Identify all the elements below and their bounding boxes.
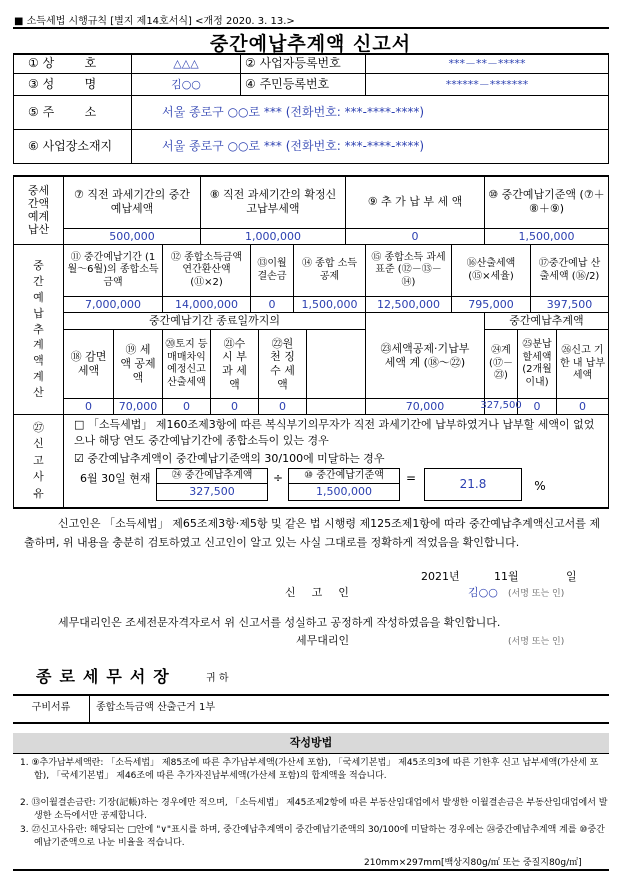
reporter-sign-note: (서명 또는 인)	[508, 589, 565, 599]
v7-value: 500,000	[109, 229, 155, 243]
instruction-item-3: 3. ㉗신고사유란: 해당되는 □안에 "∨"표시를 하며, 중간예납추계액이 중간예납기준액의 30/100에 미달하는 경우에는 ㉔중간예납추계액 계를 ⑩중간예납기준액으로 나눈 비율을 적습니다.	[20, 825, 605, 848]
v14-value: 1,500,000	[301, 297, 358, 311]
side-char: 계	[33, 338, 44, 352]
side-char: 예계	[27, 210, 50, 223]
agent-label: 세무대리인	[296, 634, 350, 647]
side-char: ㉗	[33, 420, 44, 434]
form-title: 중간예납추계액 신고서	[209, 33, 412, 55]
address-value: 서울 종로구 ○○로 *** (전화번호: ***-****-****)	[162, 105, 425, 119]
h8-label: ⑧ 직전 과세기간의 확정신고납부세액	[209, 188, 337, 215]
v10-value: 1,500,000	[518, 229, 575, 243]
h19-label: ⑲ 세 액 공제액	[120, 343, 156, 384]
instruction-item-2: 2. ⑬이월결손금란: 기장(記帳)하는 경우에만 적으며, 「소득세법」 제45조제2항에 따른 부동산임대업에서 발생한 이월결손금은 부동산임대업에서 발생한 소득에서만 공제합니다.	[20, 798, 608, 821]
divide-sign: ÷	[272, 470, 284, 485]
side-char: 신	[33, 437, 44, 451]
v16-value: 795,000	[468, 297, 514, 311]
h15-label: ⑮ 종합소득 과세표준 (⑫－⑬－⑭)	[371, 251, 446, 288]
v24-value: 327,500	[480, 400, 522, 412]
v20-value: 0	[183, 399, 190, 413]
h13-label: ⑬이월 결손금	[257, 258, 287, 282]
h12-label: ⑫ 종합소득금액 연간환산액 (⑪×2)	[170, 251, 243, 288]
reason-option-1[interactable]: □ 「소득세법」 제160조제3항에 따른 복식부기의무자가 직전 과세기간에 납부하였거나 납부할 세액이 없었으나 해당 연도 중간예납기간에 종합소득이 있는 경우	[74, 418, 595, 447]
v25-value: 0	[533, 399, 541, 413]
agent-sign-note: (서명 또는 인)	[508, 637, 565, 647]
resident-number-label: ④ 주민등록번호	[245, 77, 330, 91]
v19-value: 70,000	[118, 399, 158, 413]
v22-value: 0	[279, 399, 286, 413]
ratio-value: 21.8	[424, 468, 522, 501]
h20-label: ⑳토지 등 매매차익 예정신고 산출세액	[165, 339, 208, 388]
regulation-text: ■ 소득세법 시행규칙 [별지 제14호서식] <개정 2020. 3. 13.>	[14, 16, 295, 27]
h7-label: ⑦ 직전 과세기간의 중간예납세액	[74, 188, 190, 215]
business-name-label: ① 상 호	[28, 56, 97, 70]
h9-label: ⑨ 추 가 납 부 세 액	[367, 195, 463, 209]
decl-day: 일	[566, 570, 577, 583]
h16-label: ⑯산출세액 (⑮×세율)	[466, 258, 516, 282]
h22-label: ㉒원 천 징 수 세 액	[270, 336, 295, 391]
side-char: 액	[33, 354, 44, 368]
box-24-value: 327,500	[189, 485, 235, 499]
tax-office-suffix: 귀 하	[206, 673, 229, 684]
h21-label: ㉑수 시 부 과 세 액	[222, 336, 247, 391]
v17-value: 397,500	[546, 297, 593, 311]
h24-label: ㉔계 (⑰－㉓)	[489, 345, 513, 382]
box-10-value: 1,500,000	[316, 485, 372, 499]
h11-label: ⑪ 중간예납기간 (1월～6월)의 종합소득금액	[67, 251, 159, 288]
business-reg-value: ***－**－*****	[448, 56, 526, 70]
side-char: 중세	[27, 183, 50, 197]
name-label: ③ 성 명	[28, 77, 97, 91]
v23-value: 70,000	[405, 399, 445, 413]
instructions-title: 작성방법	[13, 733, 609, 753]
side-char: 간액	[27, 196, 50, 210]
section2-side-label	[14, 245, 63, 414]
section1-side-label	[14, 176, 63, 244]
paper-spec: 210mm×297mm[백상지80g/㎡ 또는 중질지80g/㎡]	[364, 858, 582, 868]
h23-label: ㉓세액공제·기납부세액 계 (⑱～㉒)	[380, 341, 470, 369]
reporter-label: 신 고 인	[285, 586, 352, 599]
h25-label: ㉕분납 할세액 (2개월 이내)	[522, 339, 552, 388]
as-of-label: 6월 30일 현재	[80, 472, 151, 485]
name-value: 김○○	[171, 77, 201, 91]
v8-value: 1,000,000	[245, 229, 301, 243]
box-24	[156, 468, 268, 501]
h10-label: ⑩ 중간예납기준액 (⑦＋⑧＋⑨)	[488, 188, 605, 215]
workplace-label: ⑥ 사업장소재지	[28, 139, 113, 153]
v13-value: 0	[268, 297, 276, 311]
v11-value: 7,000,000	[85, 297, 141, 311]
business-reg-label: ② 사업자등록번호	[245, 56, 341, 70]
side-char: 계	[33, 370, 44, 384]
resident-number-value: ******－*******	[445, 77, 529, 91]
section3-side-label	[14, 415, 63, 507]
instruction-item-1: 1. ⑨추가납부세액란: 「소득세법」 제85조에 따른 추가납부세액(가산세 포함), 「국세기본법」 제45조의3에 따른 기한후 신고 납부세액(가산세 포함), 「국세기본법」 제46조에 따른 추가자진납부세액(가산세 포함)의 합계액을 적습니다.	[20, 758, 599, 781]
address-label: ⑤ 주 소	[28, 105, 97, 119]
side-char: 고	[33, 453, 44, 467]
v18-value: 0	[85, 399, 92, 413]
h17-label: ⑰중간예납 산출세액 (⑯/2)	[538, 258, 601, 282]
equals-sign: =	[405, 470, 417, 485]
side-char: 산	[33, 386, 44, 400]
box-10-label: ⑩ 중간예납기준액	[289, 469, 399, 484]
attach-value: 종합소득금액 산출근거 1부	[96, 702, 215, 714]
percent-sign: %	[534, 478, 546, 493]
group1-label: 중간예납기간 종료일까지의	[148, 314, 280, 328]
decl-year: 2021년	[421, 570, 460, 583]
box-10	[288, 468, 400, 501]
v9-value: 0	[411, 229, 419, 243]
v15-value: 12,500,000	[377, 297, 440, 311]
business-name-value: △△△	[173, 56, 199, 70]
tax-office-name: 종로세무서장	[36, 667, 177, 686]
side-char: 사	[33, 470, 44, 484]
workplace-value: 서울 종로구 ○○로 *** (전화번호: ***-****-****)	[162, 139, 425, 153]
side-char: 간	[33, 274, 44, 288]
h18-label: ⑱ 감면세액	[70, 350, 107, 377]
side-char: 예	[33, 290, 44, 304]
declaration-text: 신고인은 「소득세법」 제65조제3항·제5항 및 같은 법 시행령 제125조제1항에 따라 중간예납추계액신고서를 제출하며, 위 내용을 충분히 검토하였고 신고인이 알고 있는 사실 그대로를 정확하게 적었음을 확인합니다.	[24, 517, 600, 549]
side-char: 중	[33, 258, 44, 272]
reason-option-2[interactable]: ☑ 중간예납추계액이 중간예납기준액의 30/100에 미달하는 경우	[74, 452, 385, 465]
side-char: 추	[33, 322, 44, 336]
attach-label: 구비서류	[31, 702, 71, 714]
side-char: 유	[33, 486, 44, 500]
side-char: 납	[33, 306, 44, 320]
reporter-name: 김○○	[468, 586, 498, 599]
agent-text: 세무대리인은 조세전문자격자로서 위 신고서를 성실하고 공정하게 작성하였음을 확인합니다.	[58, 616, 501, 629]
v12-value: 14,000,000	[175, 297, 238, 311]
v21-value: 0	[231, 399, 238, 413]
decl-month: 11월	[494, 570, 519, 583]
h14-label: ⑭ 종합 소득공제	[302, 258, 357, 282]
group2-label: 중간예납추계액	[509, 314, 584, 328]
side-char: 납산	[27, 223, 50, 237]
h26-label: ㉖신고 기한 내 납부세액	[560, 345, 605, 382]
v26-value: 0	[579, 399, 586, 413]
box-24-label: ㉔ 중간예납추계액	[157, 469, 267, 484]
